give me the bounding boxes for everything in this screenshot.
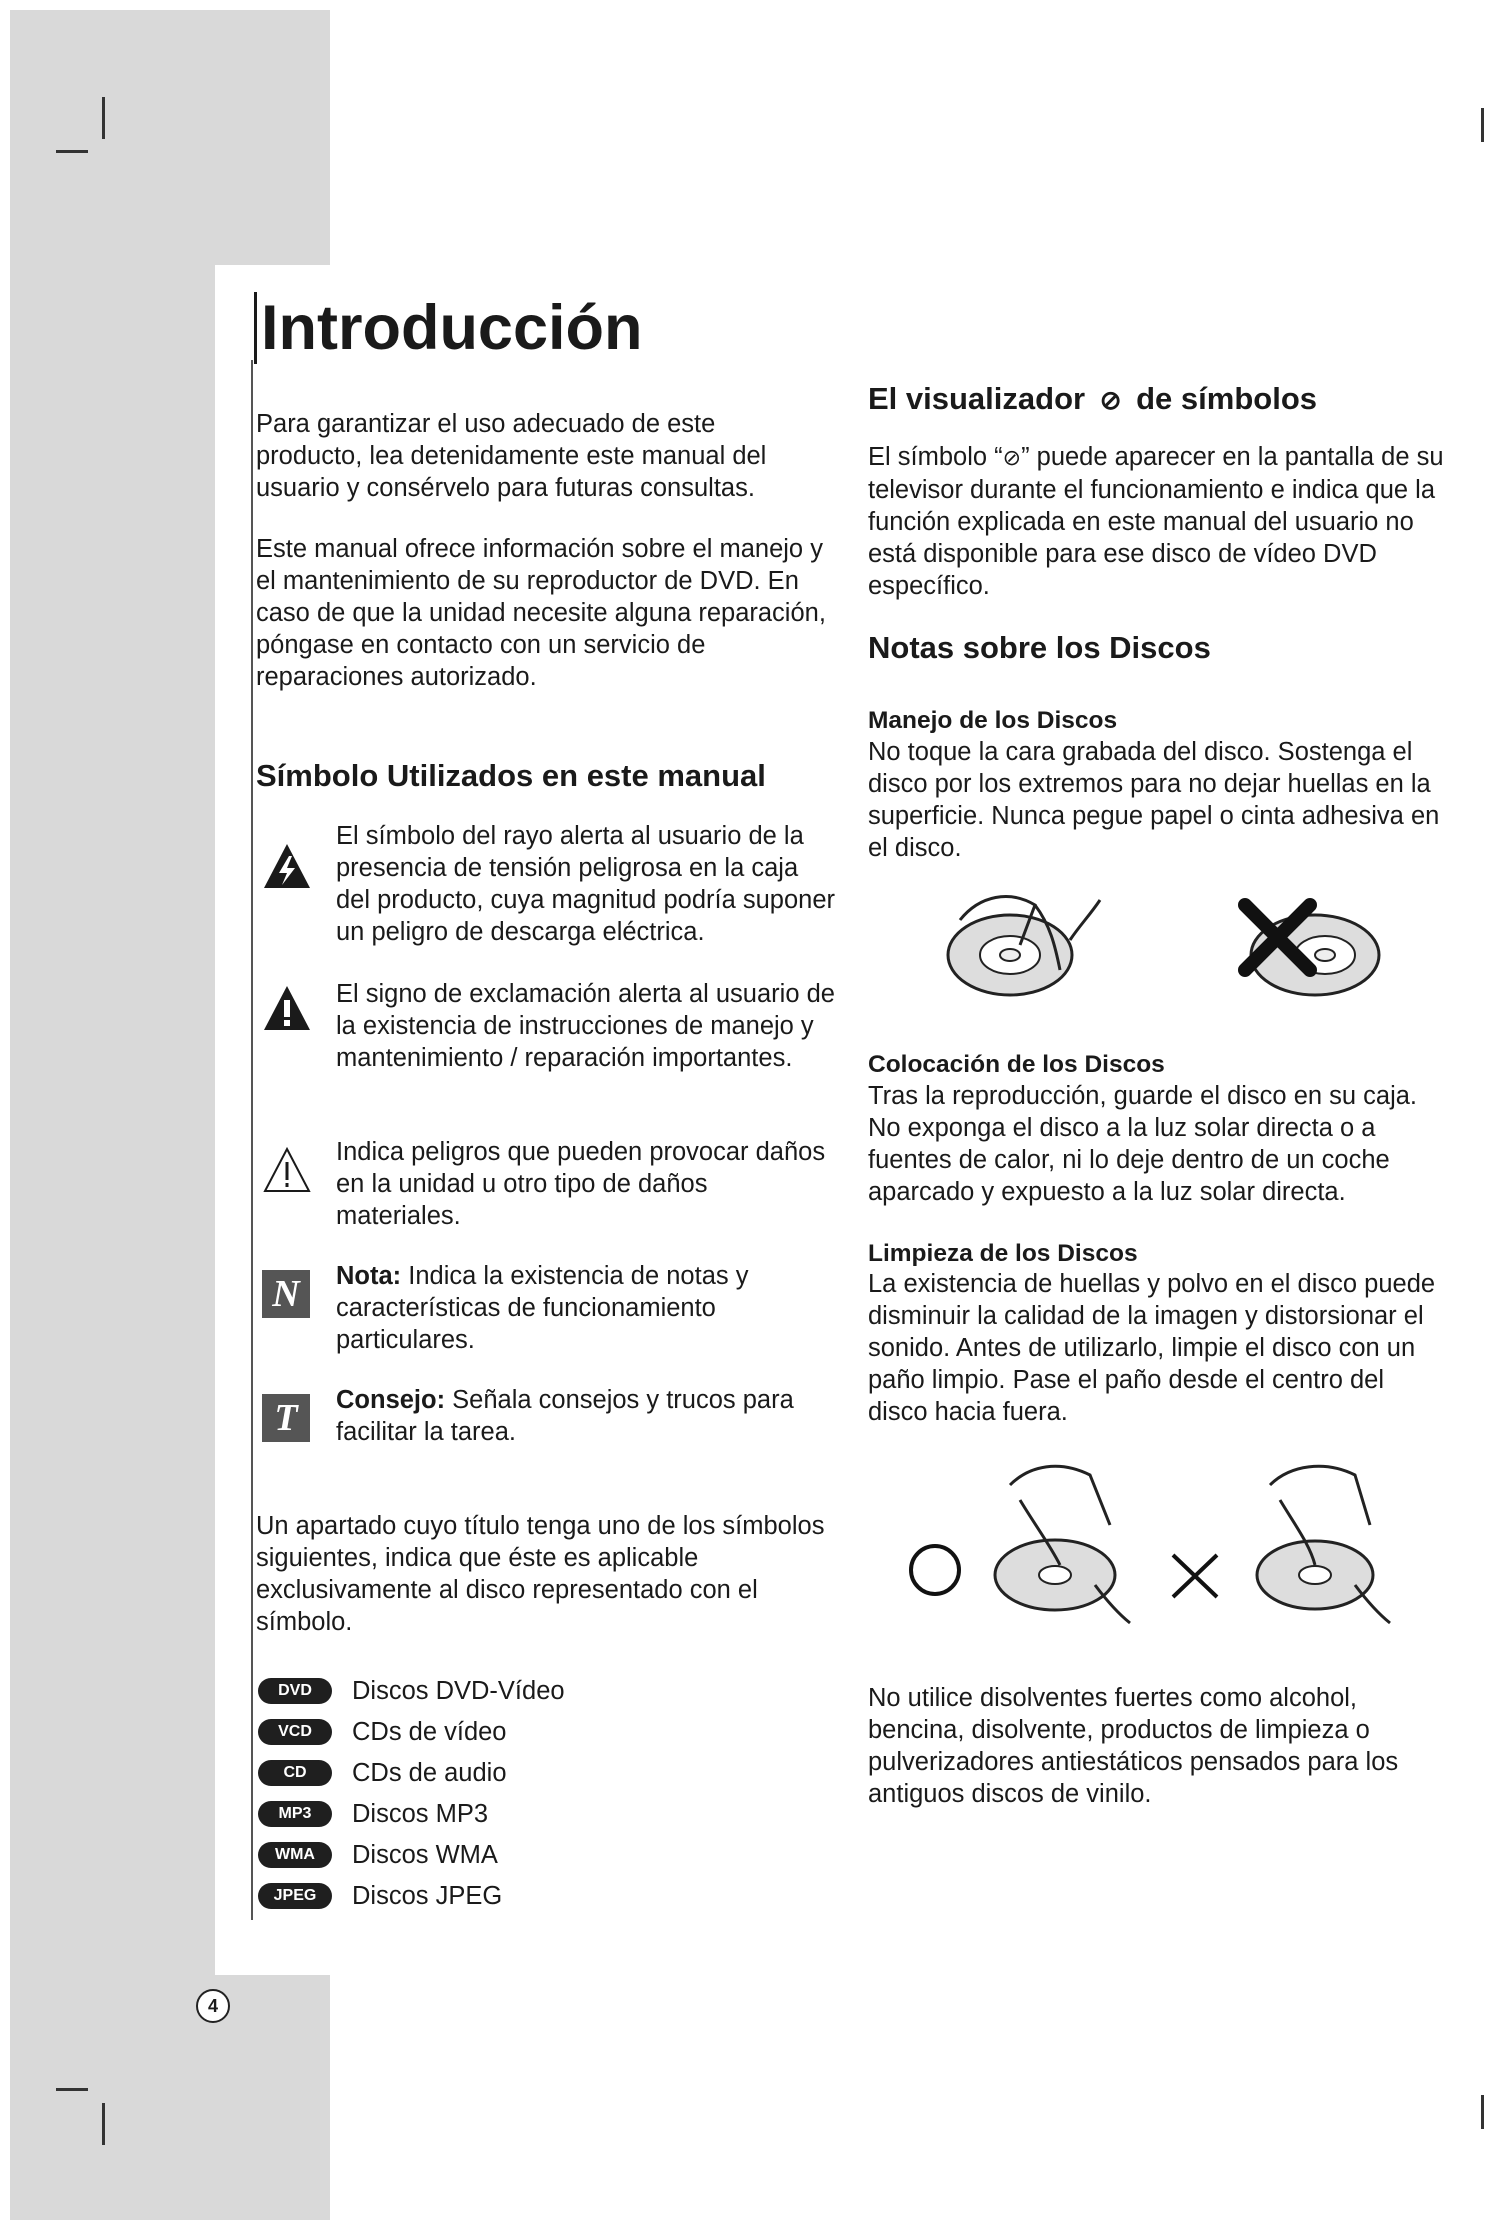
cleaning-wrong-illustration bbox=[1165, 1445, 1405, 1625]
symbols-heading: Símbolo Utilizados en este manual bbox=[256, 758, 766, 793]
note-icon-letter: N bbox=[272, 1273, 300, 1315]
cleaning-paragraph: La existencia de huellas y polvo en el disco puede disminuir la calidad de la imagen y distorsionar el sonido. Antes de utilizarlo, limpie el disco con un paño limpio. Pase el paño desde el centro del disco hacia fuera. bbox=[868, 1270, 1436, 1426]
wma-badge-icon: WMA bbox=[258, 1842, 332, 1868]
disc-label: Discos MP3 bbox=[352, 1800, 489, 1828]
heading-text: El visualizador bbox=[868, 381, 1086, 416]
paragraph-text: ” puede aparecer en la pantalla de su televisor durante el funcionamiento e indica que la función explicada en este manual del usuario no está disponible para ese disco de vídeo DVD específico. bbox=[868, 443, 1444, 600]
caution-outline-icon bbox=[262, 1146, 312, 1194]
disc-label: Discos JPEG bbox=[352, 1882, 503, 1910]
handling-paragraph: No toque la cara grabada del disco. Sostenga el disco por los extremos para no dejar huellas en la superficie. Nunca pegue papel o cinta adhesiva en el disco. bbox=[868, 738, 1440, 862]
disc-hold-wrong-illustration bbox=[1225, 885, 1405, 1005]
display-symbol-heading bbox=[868, 381, 1317, 417]
note-text: Indica la existencia de notas y características de funcionamiento particulares. bbox=[336, 1262, 749, 1354]
symbol-item-note bbox=[262, 1260, 832, 1360]
crop-mark bbox=[56, 150, 88, 153]
crop-mark bbox=[1481, 2095, 1484, 2129]
symbol-text: El signo de exclamación alerta al usuario de la existencia de instrucciones de manejo y mantenimiento / reparación importantes. bbox=[336, 980, 835, 1072]
tip-icon-letter: T bbox=[274, 1397, 298, 1439]
tip-label: Consejo: bbox=[336, 1386, 446, 1414]
intro-paragraph-2: Este manual ofrece información sobre el manejo y el mantenimiento de su reproductor de DVD. En caso de que la unidad necesite alguna reparación, póngase en contacto con un servicio de reparaciones autorizado. bbox=[256, 535, 826, 691]
left-margin-strip bbox=[10, 265, 215, 1975]
prohibited-symbol-icon: ⊘ bbox=[1099, 385, 1122, 415]
vcd-badge-icon: VCD bbox=[258, 1719, 332, 1745]
crop-mark bbox=[56, 2088, 88, 2091]
cleaning-title: Limpieza de los Discos bbox=[868, 1240, 1138, 1267]
disc-label: CDs de audio bbox=[352, 1759, 507, 1787]
display-symbol-paragraph bbox=[868, 441, 1448, 602]
cleaning-correct-illustration bbox=[900, 1445, 1160, 1625]
disc-notes-heading: Notas sobre los Discos bbox=[868, 630, 1211, 665]
solvents-paragraph: No utilice disolventes fuertes como alcohol, bencina, disolvente, productos de limpieza o pulverizadores antiestáticos pensados para los antiguos discos de vinilo. bbox=[868, 1684, 1399, 1808]
symbol-item-caution bbox=[262, 1136, 832, 1236]
lightning-warning-icon bbox=[262, 842, 312, 890]
exclamation-warning-icon bbox=[262, 984, 312, 1032]
disc-label: CDs de vídeo bbox=[352, 1718, 507, 1746]
dvd-badge-icon: DVD bbox=[258, 1678, 332, 1704]
prohibited-symbol-icon: ⊘ bbox=[1002, 445, 1022, 470]
handling-title: Manejo de los Discos bbox=[868, 707, 1118, 734]
page-number: 4 bbox=[196, 1989, 230, 2023]
disc-hold-correct-illustration bbox=[940, 885, 1120, 1005]
symbol-text: Indica peligros que pueden provocar daños en la unidad u otro tipo de daños materiales. bbox=[336, 1138, 826, 1230]
left-margin-top bbox=[10, 10, 330, 265]
note-label: Nota: bbox=[336, 1262, 402, 1290]
tip-text: Señala consejos y trucos para facilitar la tarea. bbox=[336, 1386, 794, 1446]
disc-label: Discos DVD-Vídeo bbox=[352, 1677, 565, 1705]
tip-icon bbox=[262, 1394, 310, 1442]
paragraph-text: El símbolo “ bbox=[868, 443, 1003, 471]
placement-paragraph: Tras la reproducción, guarde el disco en su caja. No exponga el disco a la luz solar directa o a fuentes de calor, ni lo deje dentro de un coche aparcado y expuesto a la luz solar directa. bbox=[868, 1082, 1418, 1206]
jpeg-badge-icon: JPEG bbox=[258, 1883, 332, 1909]
note-icon bbox=[262, 1270, 310, 1318]
crop-mark bbox=[102, 97, 105, 139]
symbol-text bbox=[336, 1260, 836, 1356]
left-column-rule bbox=[251, 360, 253, 1920]
placement-title: Colocación de los Discos bbox=[868, 1051, 1165, 1078]
symbol-item-lightning bbox=[262, 820, 835, 950]
disc-label: Discos WMA bbox=[352, 1841, 498, 1869]
applicability-paragraph: Un apartado cuyo título tenga uno de los símbolos siguientes, indica que éste es aplicable exclusivamente al disco representado con el símbolo. bbox=[256, 1512, 825, 1636]
crop-mark bbox=[102, 2103, 105, 2145]
crop-mark bbox=[1481, 108, 1484, 142]
symbol-item-tip bbox=[262, 1384, 832, 1464]
symbol-text bbox=[336, 1384, 836, 1448]
heading-text: de símbolos bbox=[1136, 381, 1317, 416]
cd-badge-icon: CD bbox=[258, 1760, 332, 1786]
symbol-item-exclamation bbox=[262, 978, 835, 1108]
left-margin-bottom bbox=[10, 1975, 330, 2220]
intro-paragraph-1: Para garantizar el uso adecuado de este producto, lea detenidamente este manual del usuario y consérvelo para futuras consultas. bbox=[256, 410, 767, 502]
page-title: Introducción bbox=[254, 292, 642, 364]
mp3-badge-icon: MP3 bbox=[258, 1801, 332, 1827]
symbol-text: El símbolo del rayo alerta al usuario de la presencia de tensión peligrosa en la caja del producto, cuya magnitud podría suponer un peligro de descarga eléctrica. bbox=[336, 822, 835, 946]
